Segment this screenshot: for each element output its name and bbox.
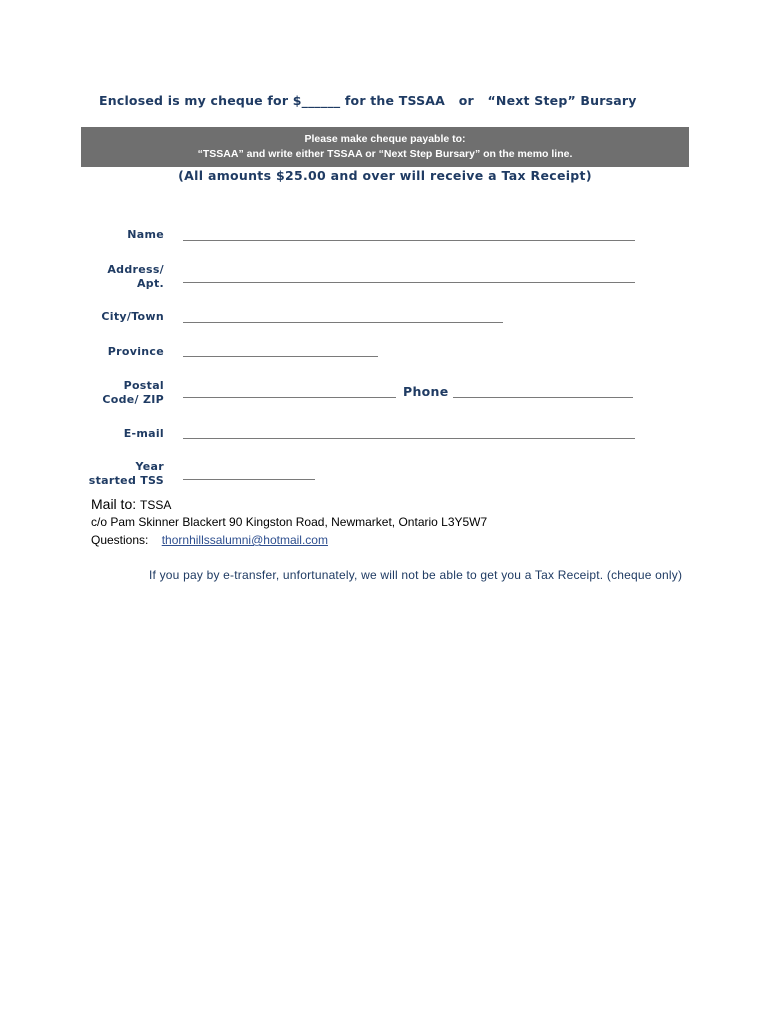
city-field[interactable] bbox=[183, 322, 503, 323]
address-label bbox=[34, 263, 164, 291]
city-label: City/Town bbox=[101, 310, 164, 323]
address-label-line2: Apt. bbox=[136, 277, 164, 290]
address-label-line1: Address/ bbox=[107, 263, 164, 276]
mail-to-label: Mail to: bbox=[91, 496, 137, 512]
tax-receipt-note: (All amounts $25.00 and over will receive a Tax Receipt) bbox=[178, 168, 592, 183]
email-field[interactable] bbox=[183, 438, 635, 439]
name-label: Name bbox=[127, 228, 164, 241]
postal-field[interactable] bbox=[183, 397, 396, 398]
year-started-field[interactable] bbox=[183, 479, 315, 480]
province-label: Province bbox=[107, 345, 164, 358]
phone-field[interactable] bbox=[453, 397, 633, 398]
postal-label bbox=[34, 379, 164, 407]
banner-line-2: “TSSAA” and write either TSSAA or “Next Step Bursary” on the memo line. bbox=[197, 148, 573, 160]
mail-to bbox=[91, 496, 171, 512]
year-label-line1: Year bbox=[135, 460, 164, 473]
year-label-line2: started TSS bbox=[88, 474, 164, 487]
mail-address: c/o Pam Skinner Blackert 90 Kingston Road, Newmarket, Ontario L3Y5W7 bbox=[91, 515, 488, 529]
year-started-label bbox=[34, 460, 164, 488]
phone-label: Phone bbox=[403, 384, 449, 399]
postal-label-line2: Code/ ZIP bbox=[102, 393, 164, 406]
etransfer-note: If you pay by e-transfer, unfortunately, we will not be able to get you a Tax Receipt. (cheque only) bbox=[149, 568, 683, 582]
name-field[interactable] bbox=[183, 240, 635, 241]
mail-recipient: TSSA bbox=[140, 498, 172, 512]
province-field[interactable] bbox=[183, 356, 378, 357]
address-field[interactable] bbox=[183, 282, 635, 283]
email-label: E-mail bbox=[123, 427, 164, 440]
questions-label: Questions: bbox=[91, 533, 149, 547]
banner-line-1: Please make cheque payable to: bbox=[304, 133, 466, 145]
payable-banner bbox=[81, 127, 689, 167]
questions-line bbox=[91, 533, 328, 547]
form-heading: Enclosed is my cheque for $______ for the TSSAA or “Next Step” Bursary bbox=[99, 93, 637, 108]
postal-label-line1: Postal bbox=[123, 379, 164, 392]
contact-email-link[interactable]: thornhillssalumni@hotmail.com bbox=[161, 533, 328, 547]
